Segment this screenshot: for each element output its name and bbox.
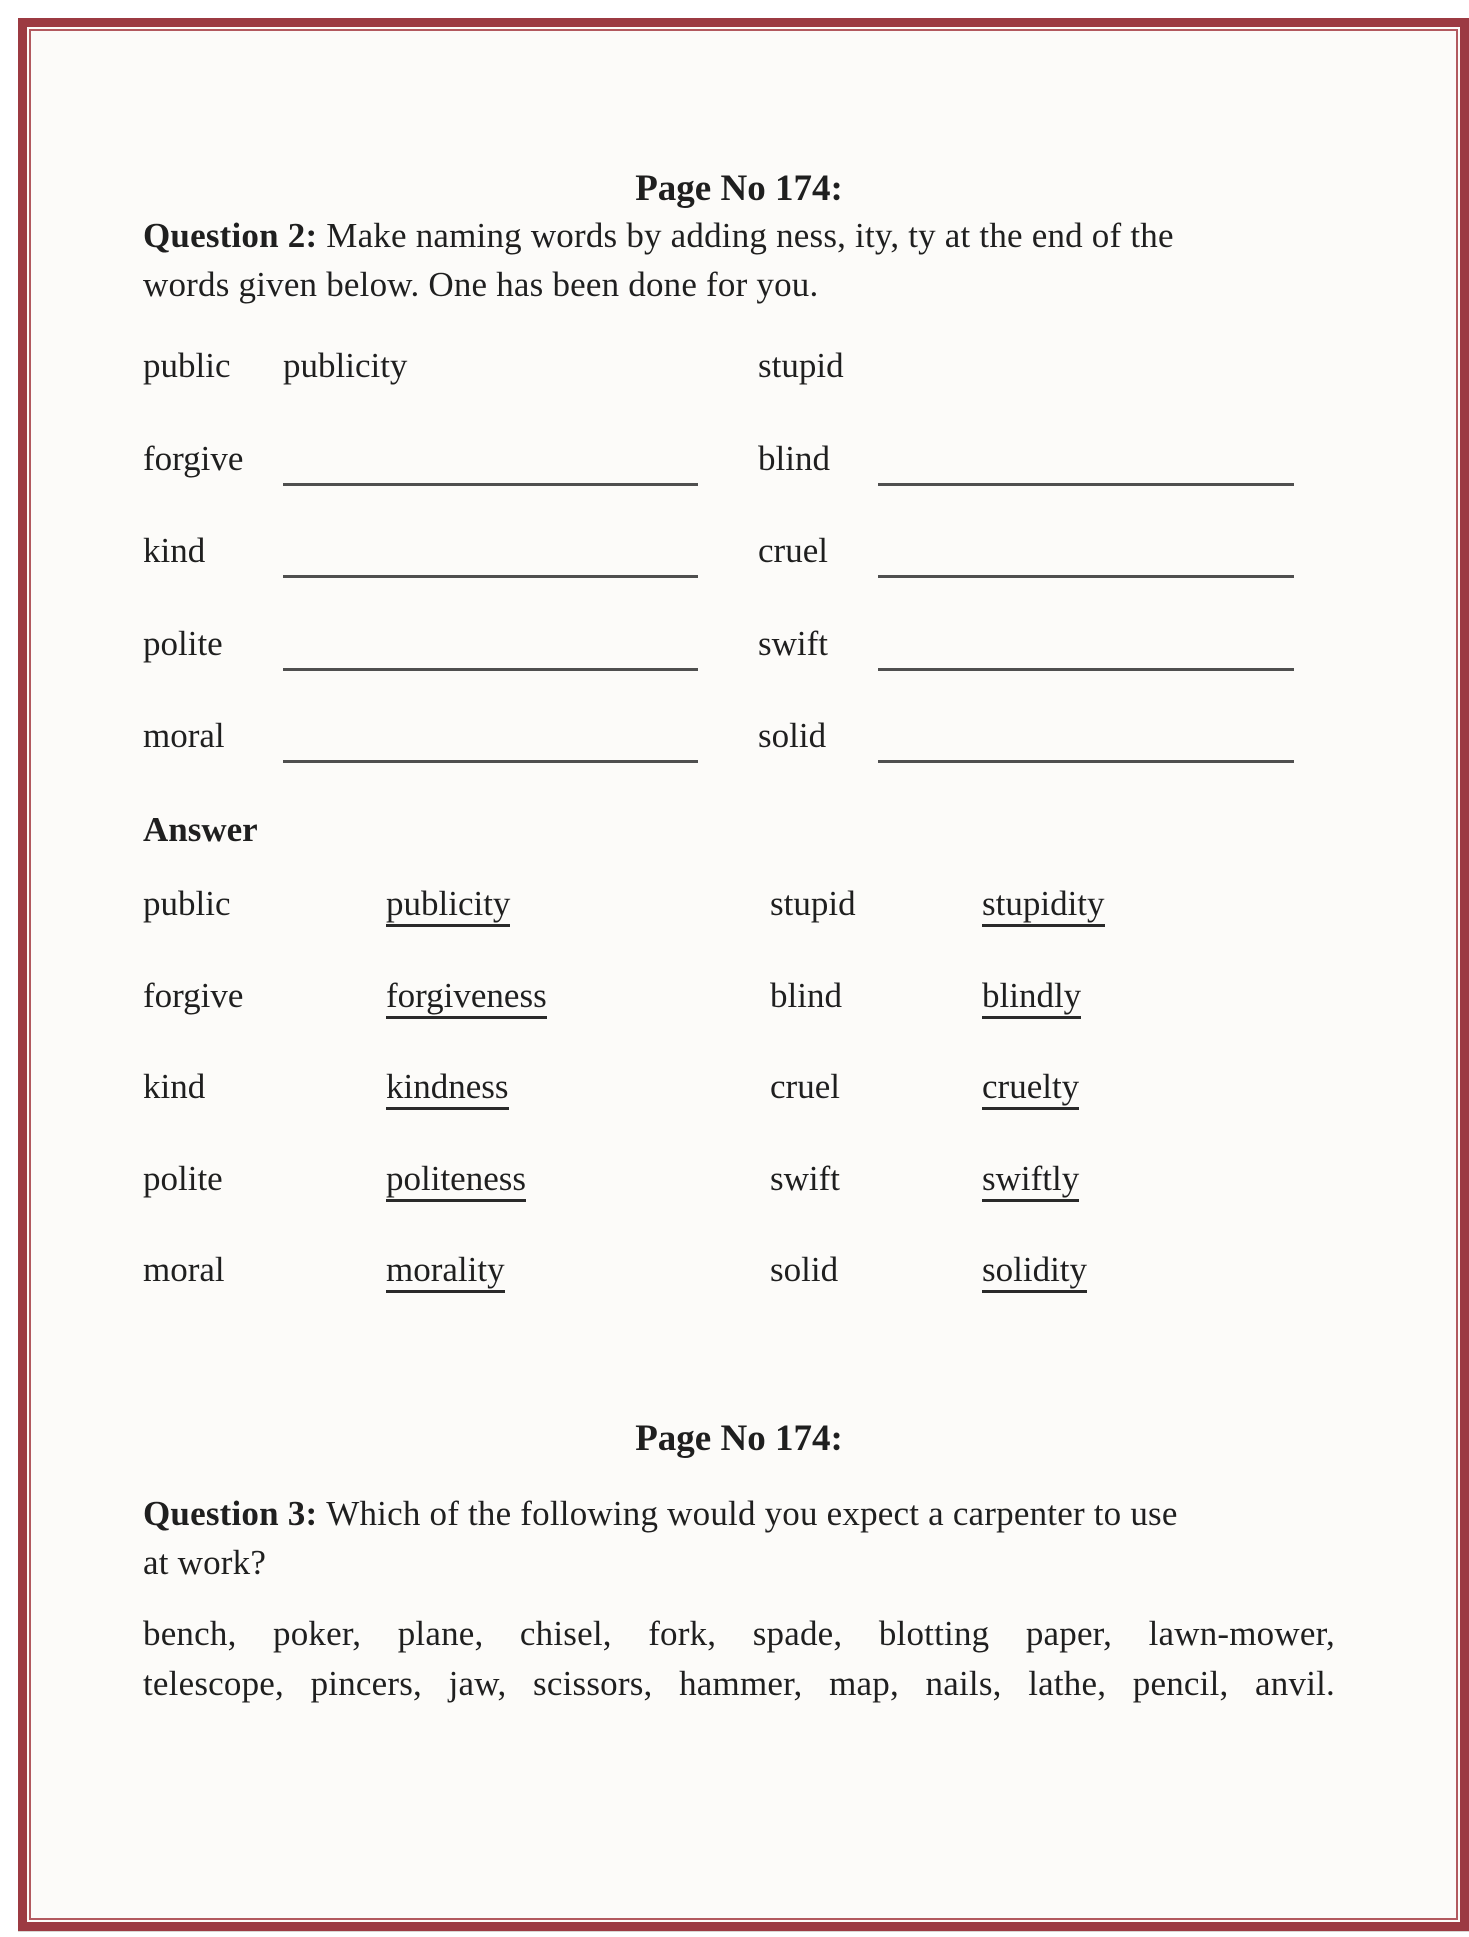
answer-value: stupidity <box>982 883 1105 927</box>
question2-line1 <box>143 211 1335 260</box>
exercise-example-answer: publicity <box>283 346 408 385</box>
question3-line2: at work? <box>143 1543 267 1582</box>
answer-value: morality <box>386 1249 505 1293</box>
exercise-row <box>143 526 1335 619</box>
answer-word: polite <box>143 1158 223 1198</box>
answer-value: publicity <box>386 883 510 927</box>
page-number-heading: Page No 174: <box>635 1418 843 1459</box>
word-list-line1: bench, poker, plane, chisel, fork, spade, blotting paper, lawn-mower, <box>143 1614 1335 1653</box>
answer-blank-line <box>283 711 698 763</box>
answer-blank-line <box>283 526 698 578</box>
exercise-word: stupid <box>758 346 844 385</box>
exercise-word: forgive <box>143 438 244 478</box>
scanned-document-page <box>31 31 1456 1918</box>
question3-paragraph <box>143 1489 1335 1587</box>
answer-word: forgive <box>143 975 244 1015</box>
exercise-word: public <box>143 346 231 385</box>
answer-value: blindly <box>982 975 1081 1019</box>
answer-word: kind <box>143 1067 206 1106</box>
exercise-row <box>143 434 1335 527</box>
answer-blank-line <box>878 434 1294 486</box>
question2-paragraph <box>143 211 1335 309</box>
exercise-row <box>143 711 1335 804</box>
answer-blank-line <box>878 619 1294 671</box>
page-border-inner <box>29 29 1458 1920</box>
exercise-grid <box>143 341 1335 804</box>
answer-grid <box>143 879 1335 1337</box>
answer-value: swiftly <box>982 1158 1079 1202</box>
page-number-heading: Page No 174: <box>635 168 843 209</box>
answer-row <box>143 879 1335 971</box>
answer-value: kindness <box>386 1066 509 1110</box>
word-list-paragraph <box>143 1609 1335 1709</box>
answer-word: public <box>143 884 231 923</box>
page-border-outer <box>18 18 1469 1931</box>
question2-label: Question 2: <box>143 216 318 255</box>
exercise-word: blind <box>758 438 830 478</box>
answer-value: cruelty <box>982 1066 1079 1110</box>
exercise-word: swift <box>758 623 828 663</box>
answer-value: politeness <box>386 1158 526 1202</box>
answer-value: solidity <box>982 1249 1087 1293</box>
exercise-word: kind <box>143 531 206 570</box>
answer-row <box>143 1062 1335 1154</box>
answer-word: blind <box>770 975 842 1015</box>
exercise-word: moral <box>143 716 225 755</box>
exercise-row <box>143 619 1335 712</box>
answer-value: forgiveness <box>386 975 547 1019</box>
exercise-word: solid <box>758 716 827 755</box>
answer-blank-line <box>283 619 698 671</box>
answer-word: swift <box>770 1158 840 1198</box>
answer-row <box>143 1154 1335 1246</box>
answer-heading: Answer <box>143 810 258 849</box>
exercise-word: cruel <box>758 531 828 570</box>
exercise-word: polite <box>143 623 223 663</box>
answer-blank-line <box>878 711 1294 763</box>
answer-row <box>143 971 1335 1063</box>
answer-word: solid <box>770 1250 839 1289</box>
exercise-row <box>143 341 1335 434</box>
answer-word: moral <box>143 1250 225 1289</box>
answer-blank-line <box>878 526 1294 578</box>
question2-text: Make naming words by adding ness, ity, ty at the end of the <box>326 216 1174 255</box>
question3-line1 <box>143 1489 1335 1538</box>
answer-blank-line <box>283 434 698 486</box>
word-list-line2: telescope, pincers, jaw, scissors, hammer, map, nails, lathe, pencil, anvil. <box>143 1664 1335 1703</box>
answer-word: stupid <box>770 884 856 923</box>
answer-word: cruel <box>770 1067 840 1106</box>
question3-label: Question 3: <box>143 1494 318 1533</box>
question2-line2: words given below. One has been done for you. <box>143 265 819 304</box>
question3-text: Which of the following would you expect a carpenter to use <box>326 1494 1178 1533</box>
answer-row <box>143 1245 1335 1337</box>
